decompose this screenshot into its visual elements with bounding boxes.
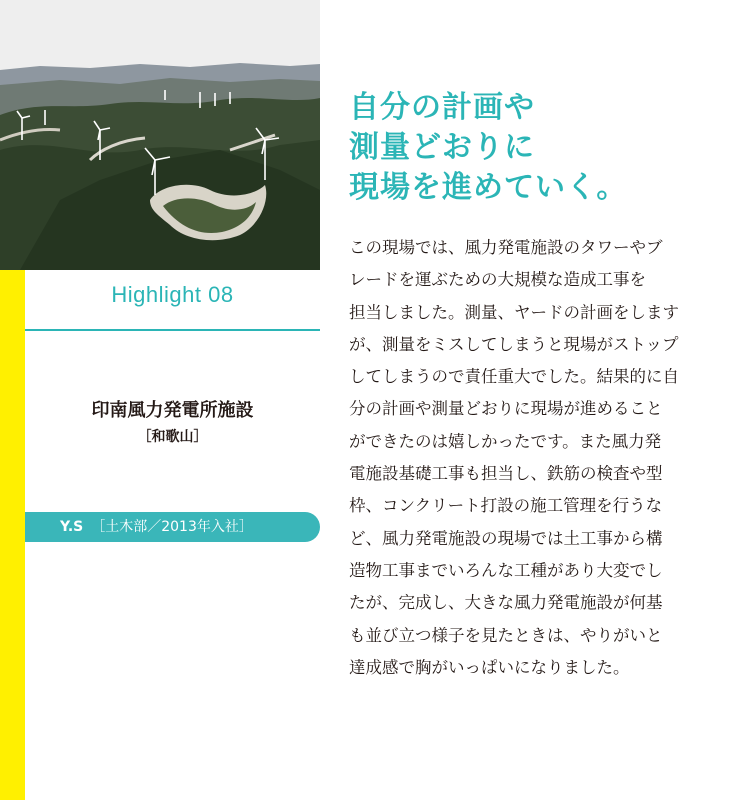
headline-line: 測量どおりに [349,130,535,165]
site-region: ［和歌山］ [137,429,208,445]
headline-line: 自分の計画や [349,90,535,125]
body-line: 達成感で胸がいっぱいになりました。 [349,657,630,677]
body-line: ができたのは嬉しかったです。また風力発 [349,431,662,451]
highlight-divider [25,329,320,331]
body-line: 電施設基礎工事も担当し、鉄筋の検査や型 [349,464,663,484]
body-line: ど、風力発電施設の現場では土工事から構 [349,528,663,548]
yellow-accent-bar [0,270,25,800]
body-line: この現場では、風力発電施設のタワーやブ [349,238,663,257]
body-line: 造物工事までいろんな工種があり大変でし [349,560,663,580]
highlight-label: Highlight 08 [111,282,234,307]
body-line: 担当しました。測量、ヤードの計画をします [349,302,679,322]
site-name: 印南風力発電所施設 [91,400,254,421]
profile-badge [25,512,320,542]
profile-initials: Y.S [60,519,84,535]
body-line: レードを運ぶための大規模な造成工事を [349,270,646,290]
body-line: たが、完成し、大きな風力発電施設が何基 [349,593,663,613]
body-line: 分の計画や測量どおりに現場が進めること [349,399,663,419]
body-text [349,232,729,684]
left-column [0,0,320,800]
body-line: が、測量をミスしてしまうと現場がストップ [349,334,679,354]
wind-farm-photo [0,0,320,270]
profile-detail: ［土木部／2013年入社］ [91,519,253,535]
headline [349,88,729,208]
headline-line: 現場を進めていく。 [349,170,628,205]
body-line: してしまうので責任重大でした。結果的に自 [349,367,679,387]
body-line: 枠、コンクリート打設の施工管理を行うな [349,496,663,516]
body-line: も並び立つ様子を見たときは、やりがいと [349,625,663,645]
